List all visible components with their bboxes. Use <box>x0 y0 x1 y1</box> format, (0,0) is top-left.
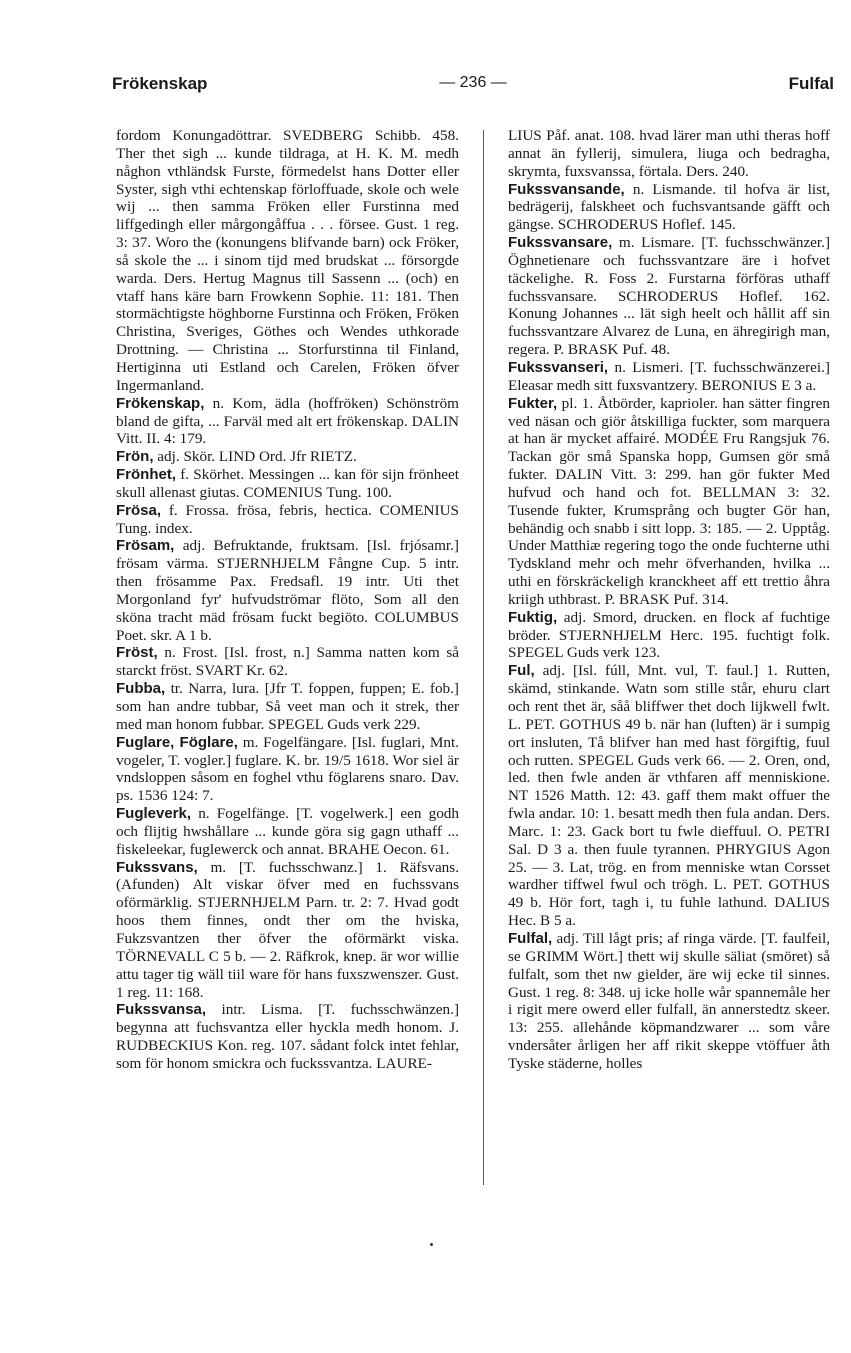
entry <box>508 127 830 181</box>
entry <box>116 537 459 644</box>
entry-text: fordom Konungadöttrar. SVEDBERG Schibb. 458. Ther thet sigh ... kunde tildraga, at H. K. M. medh någhon vthländsk Furste, förmedelst hans Dotter eller Syster, sigh vthi echtenskap förloffuade, skole och wele wij ... then samma Fröken eller Furstinna med liffgedingh eller mårgongåffua . . . försee. Gust. 1 reg. 3: 37. Woro the (konungens blifvande barn) ock Fröker, så skole the ... i sinom tijd med brudskat ... försorgde warda. Ders. Hertug Magnus till Sassenn ... (och) en vtaff hans käre barn Frowkenn Sophie. 11: 181. Then stormächtigste höghborne Furstinna och Fröken, Fröken Christina, Sveriges, Göthes och Wendes uthkorade Drottning. — Christina ... Storfurstinna til Finland, Hertiginna uti Estland och Carelen, Fröken öfver Ingermanland. <box>116 127 459 394</box>
entry-text: pl. 1. Åtbörder, kaprioler. han sätter fingren ved näsan och giör åtskilliga fuckter, som marquera at han är mycket affairé. MODÉE Fru Rangsjuk 76. Tackan gör små Spanska hopp, Gumsen gör små fukter. DALIN Vitt. 3: 299. han gör fukter Med hufvud och hand och fot. BELLMAN 3: 32. Tusende fukter, Krumsprång och bugter Gör han, behändig och snabb i sitt lopp. 3: 185. — 2. Upptåg. Under Matthiæ regering togo the onde fuchterne uthi Tydskland mehr och mehr öfverhanden, hvilka ... uthi en förskräckeligh kranckheet aff ett trettio åhra kriigh uthbrast. P. BRASK Puf. 314. <box>508 394 830 608</box>
entry <box>508 609 830 663</box>
entry-text: n. Frost. [Isl. frost, n.] Samma natten kom så starckt fröst. SVART Kr. 62. <box>116 644 459 680</box>
entry-headword: Fukssvansare, <box>508 234 613 252</box>
entry <box>116 859 459 1002</box>
entry-text: adj. Smord, drucken. en flock af fuchtige bröder. STJERNHJELM Herc. 195. fuchtigt folk. SPEGEL Guds verk 123. <box>508 608 830 662</box>
entry-headword: Fulfal, <box>508 929 553 947</box>
entry <box>508 181 830 235</box>
entry-headword: Frösam, <box>116 537 175 555</box>
entry-headword: Fukter, <box>508 394 558 412</box>
entry-text: adj. Befruktande, fruktsam. [Isl. frjósamr.] frösam värma. STJERNHJELM Fångne Cup. 5 intr. then frösamme Pax. Fredsafl. 19 intr. Uti thet Morgonland fyr' hufvudströmar flöto, Som all den sköna tracht mäd frösam fuckt begiöto. COLUMBUS Poet. skr. A 1 b. <box>116 537 459 644</box>
entry <box>116 448 459 466</box>
entry-text: f. Skörhet. Messingen ... kan för sijn frönheet skull allenast giutas. COMENIUS Tung. 100. <box>116 466 459 501</box>
entry <box>116 502 459 538</box>
entry <box>116 734 459 805</box>
entry-headword: Frön, <box>116 448 154 466</box>
entry <box>116 644 459 680</box>
entry <box>116 127 459 395</box>
entry-text: intr. Lisma. [T. fuchsschwänzen.] begynna att fuchsvantza eller hyckla medh honom. J. RUDBECKIUS Kon. reg. 107. sådant folck intet fehlar, som för honom smickra och fuckssvantza. LAURE- <box>116 1001 459 1072</box>
entry-text: adj. Till lågt pris; af ringa värde. [T. faulfeil, se GRIMM Wört.] thett wij skulle säliat (smöret) så fulfalt, som thet nw gielder, äre wij ecke til sinnes. Gust. 1 reg. 8: 348. uj icke holle wår spannemåle her i rigit mere owerd eller fulfall, än annerstedtz skeer. 13: 255. allehånde köpmandzwarer ... som våre vndersåter årligen her aff rikit skeppe vtöffuer åth Tyske städerne, holles <box>508 929 830 1072</box>
entry-text: LIUS Påf. anat. 108. hvad lärer man uthi theras hoff annat än fyllerij, simulera, liuga och bedragha, skrymta, fuxsvanssa, förtala. Ders. 240. <box>508 127 830 180</box>
entry-headword: Fugleverk, <box>116 805 192 823</box>
entry <box>116 805 459 859</box>
entry-text: tr. Narra, lura. [Jfr T. foppen, fuppen; E. fob.] som han andre tubbar, Så veet man och it strek, ther med man honom fubbar. SPEGEL Guds verk 229. <box>116 680 459 733</box>
entry-headword: Fuktig, <box>508 608 558 626</box>
entry-text: m. [T. fuchsschwanz.] 1. Räfsvans. (Afunden) Alt viskar öfver med en fuchssvans oförmärklig. STJERNHJELM Parn. tr. 2: 7. Hvad godt hoos them finnes, ondt ther om the hviska, Fukzsvantzen ther öfver the oförmärkt viska. TÖRNEVALL C 5 b. — 2. Räfkrok, knep. är wor willie attu tager tig wäll tiil ware för hans fuxszwenszer. Gust. 1 reg. 11: 168. <box>116 858 459 1001</box>
entry <box>508 359 830 395</box>
entry <box>116 466 459 502</box>
entry-headword: Fröst, <box>116 644 158 662</box>
entry-text: n. Lismeri. [T. fuchsschwänzerei.] Eleasar medh sitt fuxsvantzery. BERONIUS E 3 a. <box>508 358 830 394</box>
entry-text: n. Fogelfänge. [T. vogelwerk.] een godh och flijtig hwshållare ... kunde göra sig gagn uthaff ... fiskeleekar, fuglewerck och annat. BRAHE Oecon. 61. <box>116 805 459 858</box>
entry-headword: Fukssvanseri, <box>508 358 609 376</box>
entry-headword: Fubba, <box>116 680 166 698</box>
entry-text: f. Frossa. frösa, febris, hectica. COMENIUS Tung. index. <box>116 501 459 537</box>
entry-headword: Frökenskap, <box>116 394 205 412</box>
entry-text: adj. [Isl. fúll, Mnt. vul, T. faul.] 1. Rutten, skämd, stinkande. Watn som stille står, ehuru clart och rent thet är, såå bliffwer thet doch lijkwell fwlt. L. PET. GOTHUS 49 b. när han (luften) är i sumpig ort insluten, Tå blifver han med hast förgiftig, fuul och rutten. SPEGEL Guds verk 66. — 2. Oren, ond, led. then fwle anden är vthfaren aff menniskione. NT 1526 Matth. 12: 43. gaff them makt offuer the fwla andar. 10: 1. besatt medh then fula andan. Ders. Marc. 1: 23. Gack bort tu fwle dieffuul. O. PETRI Sal. D 3 a. then fuule tyrannen. PHRYGIUS Agon 25. — 3. Lat, trög. en from menniske wtan Corsset wardher tiffwel fwul och trögh. L. PET. GOTHUS 49 b. Hör fort, tagh i, tu fuhle lathund. DALIUS Hec. B 5 a. <box>508 662 830 930</box>
entry-text: adj. Skör. LIND Ord. Jfr RIETZ. <box>153 448 357 466</box>
entry <box>508 930 830 1073</box>
page-header <box>112 74 834 98</box>
entry <box>508 395 830 609</box>
entry-headword: Fuglare, Föglare, <box>116 733 238 751</box>
entry-headword: Frönhet, <box>116 466 176 484</box>
page-number: — 236 — <box>439 74 507 91</box>
left-column <box>116 127 459 1073</box>
entry <box>116 680 459 734</box>
entry-text: n. Kom, ädla (hoffröken) Schönström bland de gifta, ... Farväl med alt ert frökenskap. DALIN Vitt. II. 4: 179. <box>116 394 459 448</box>
entry-headword: Frösa, <box>116 501 162 519</box>
entry <box>116 395 459 449</box>
entry-headword: Fukssvans, <box>116 858 198 876</box>
header-right-headword: Fulfal <box>788 74 834 93</box>
entry-text: m. Fogelfängare. [Isl. fuglari, Mnt. vogeler, T. vogler.] fuglare. K. br. 19/5 1618. Wor siel är vndsloppen såsom en foghel vthu föglarens snaro. Dav. ps. 1536 124: 7. <box>116 733 459 805</box>
ink-speck <box>430 1243 433 1246</box>
entry-headword: Fukssvansa, <box>116 1001 207 1019</box>
entry <box>116 1001 459 1072</box>
column-divider <box>483 130 484 1185</box>
header-left-headword: Frökenskap <box>112 74 208 93</box>
entry <box>508 234 830 359</box>
entry-text: n. Lismande. til hofva är list, bedrägerij, falskheet och fuchsvantsande gäfft och gängse. SCHRODERUS Hoflef. 145. <box>508 180 830 234</box>
entry-text: m. Lismare. [T. fuchsschwänzer.] Öghnetienare och fuchssvantzare äre i hofvet täckelighe. R. Foss 2. Furstarna förföras uthaff fuchssvansare. SCHRODERUS Hoflef. 162. Konung Johannes ... lät sigh heelt och hållit aff sin fuchssvantzare Alvarez de Luna, en ähregirigh man, regera. P. BRASK Puf. 48. <box>508 234 830 359</box>
right-column <box>508 127 830 1073</box>
entry <box>508 662 830 930</box>
entry-headword: Fukssvansande, <box>508 180 625 198</box>
entry-headword: Ful, <box>508 662 535 680</box>
